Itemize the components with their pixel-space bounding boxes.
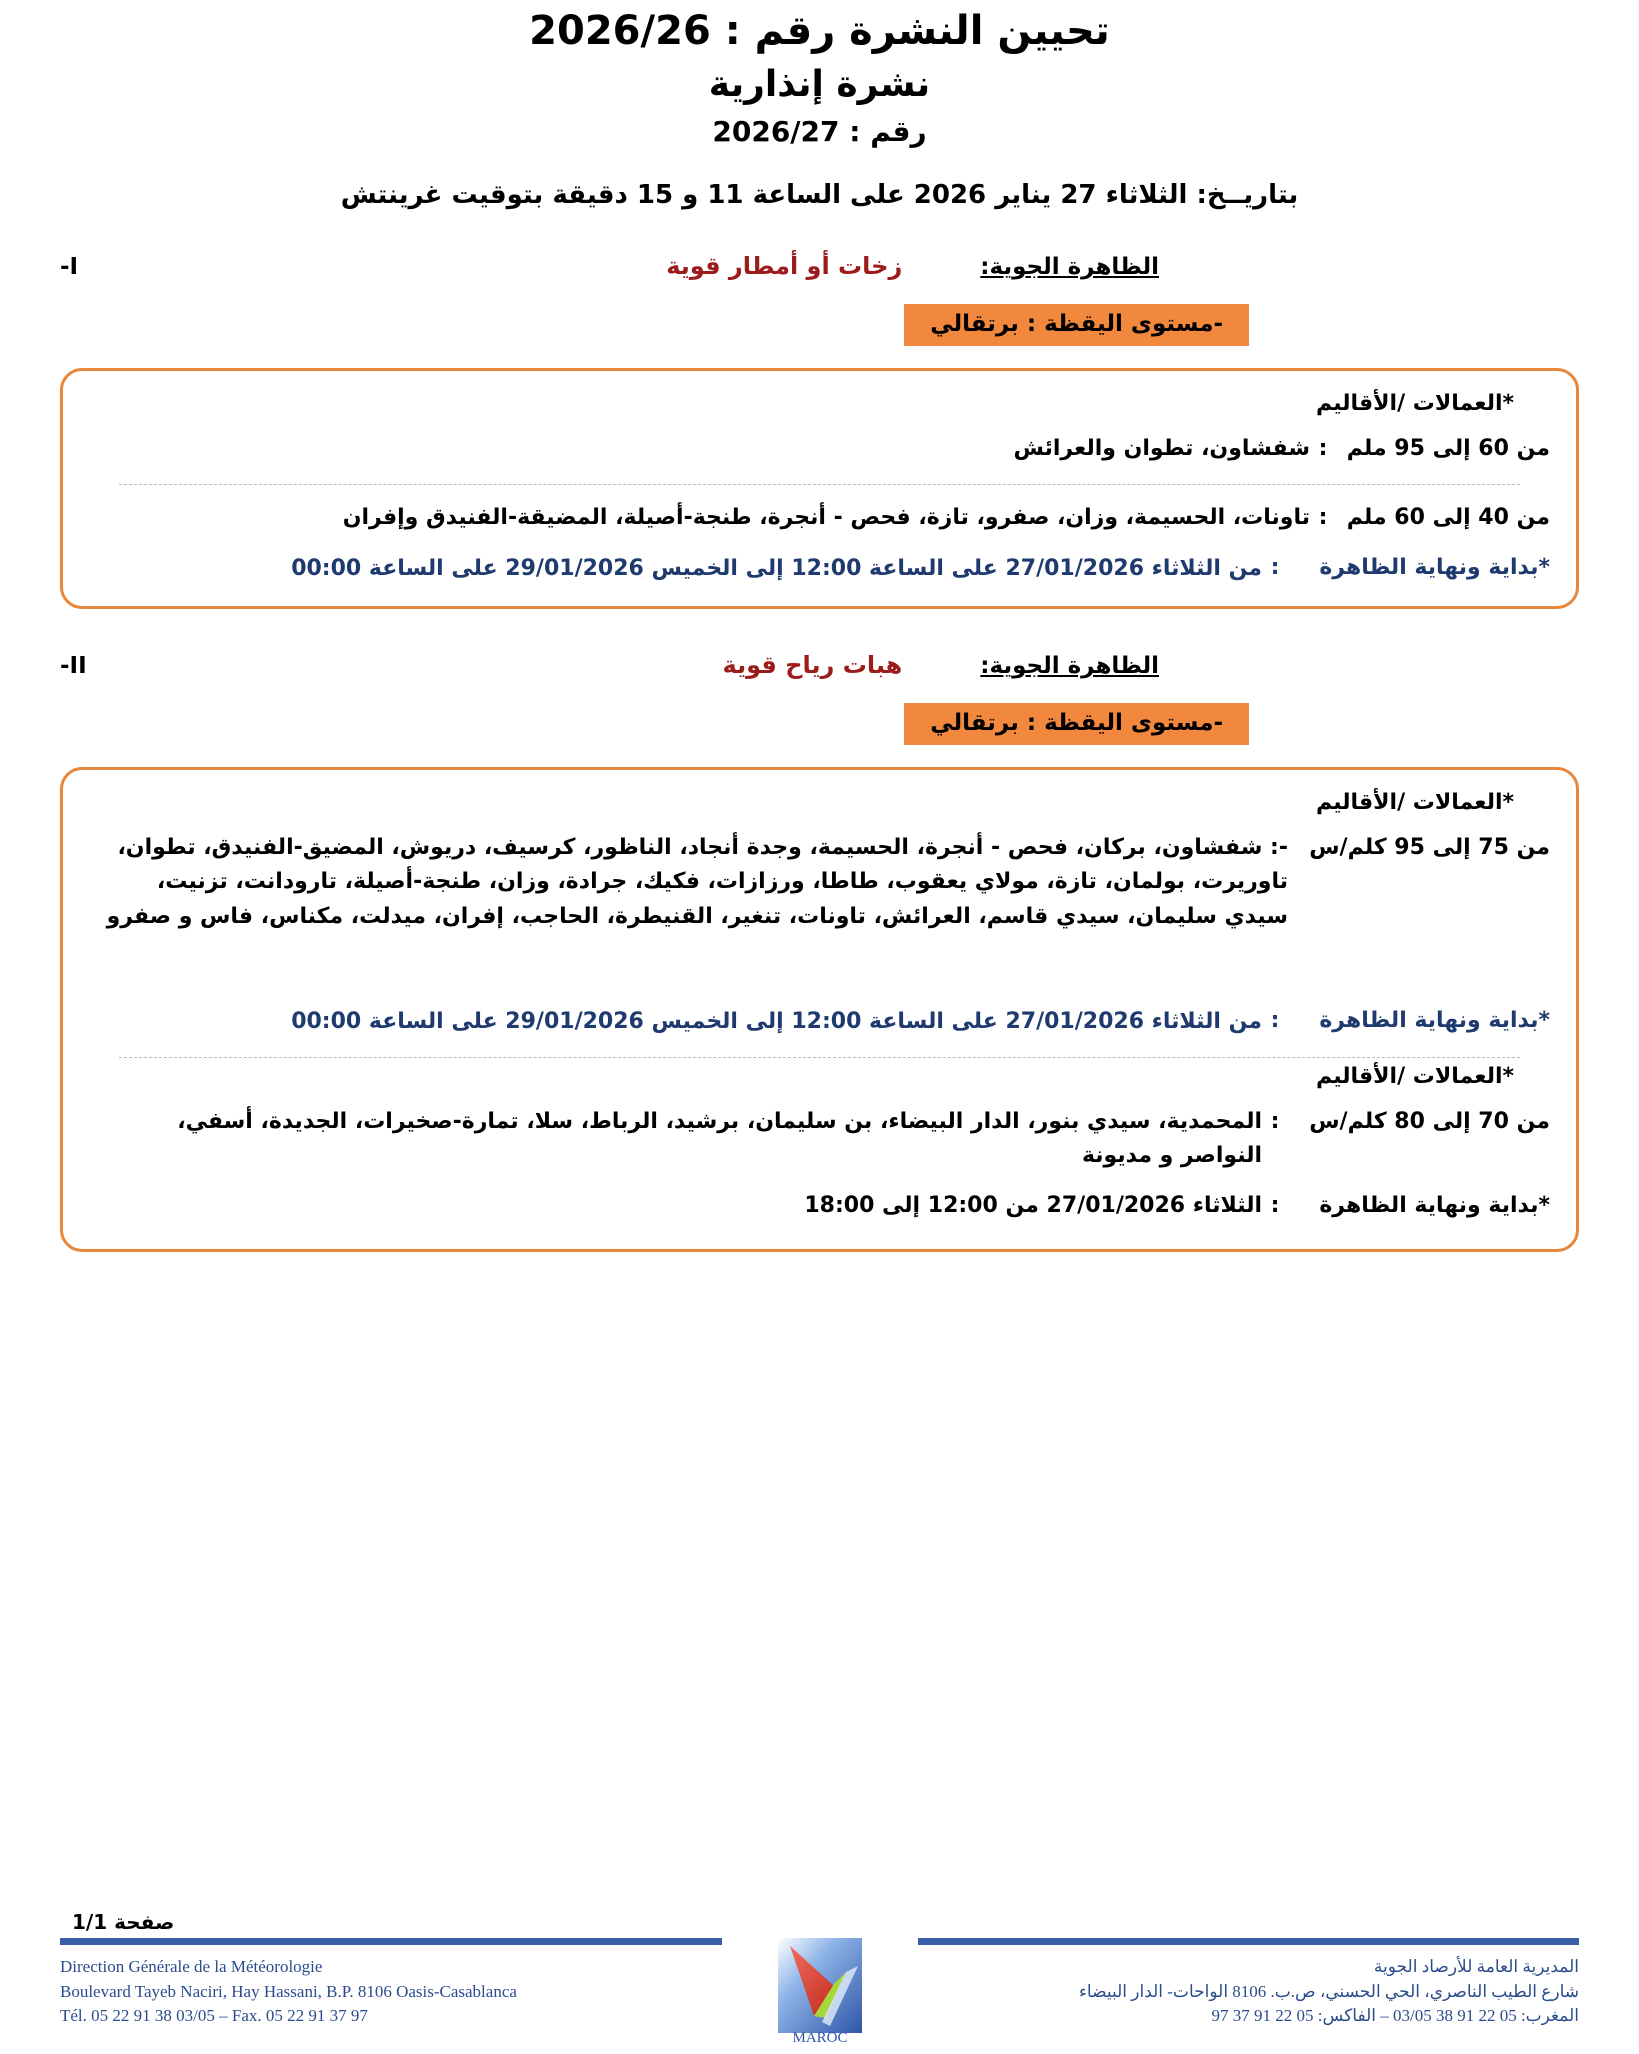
row-colon: : <box>1270 1007 1280 1033</box>
rainfall-row-2 <box>89 501 1550 535</box>
vigilance-level-1: برتقالي <box>930 311 1019 337</box>
rainfall-row-1 <box>89 432 1550 466</box>
row-separator <box>119 484 1520 485</box>
footer-grid <box>60 1938 1579 2046</box>
wind-provinces-2: المحمدية، سيدي بنور، الدار البيضاء، بن سليمان، برشيد، الرباط، سلا، تمارة-صخيرات، الجديدة، أسفي، النواصر و مديونة <box>177 1108 1262 1168</box>
vigilance-prefix-1: -مستوى اليقظة : <box>1018 311 1223 337</box>
issue-date-line: بتاريــخ: الثلاثاء 27 يناير 2026 على الساعة 11 و 15 دقيقة بتوقيت غرينتش <box>340 180 1299 210</box>
rainfall-provinces-1: شفشاون، تطوان والعرائش <box>1013 436 1310 461</box>
period-label-2: *بداية ونهاية الظاهرة <box>1319 1007 1550 1033</box>
footer-ar-line-3: المغرب: 05 22 91 38 03/05 – الفاكس: 05 22 91 37 97 <box>1211 2006 1579 2026</box>
row-colon: : <box>1318 436 1328 461</box>
bulletin-subtitle: نشرة إنذارية <box>708 64 931 105</box>
vigilance-badge-1 <box>904 304 1249 346</box>
phenomenon-label-1: الظاهرة الجوية: <box>980 254 1159 280</box>
provinces-label-2: *العمالات /الأقاليم <box>1316 790 1514 816</box>
footer-ar-line-1: المديرية العامة للأرصاد الجوية <box>1373 1957 1579 1976</box>
vigilance-prefix-2: -مستوى اليقظة : <box>1018 710 1223 737</box>
page-title: تحيين النشرة رقم : 2026/26 <box>529 8 1110 54</box>
row-separator <box>119 1057 1520 1058</box>
footer-fr-line-1: Direction Générale de la Météorologie <box>60 1957 323 1976</box>
row-colon: : <box>1270 555 1280 581</box>
rainfall-provinces-2: تاونات، الحسيمة، وزان، صفرو، تازة، فحص - أنجرة، طنجة-أصيلة، المضيقة-الفنيدق وإفران <box>342 505 1310 531</box>
footer-rule-ar <box>918 1938 1580 1945</box>
wind-provinces-1: -: شفشاون، بركان، فحص - أنجرة، الحسيمة، وجدة أنجاد، الناظور، كرسيف، دريوش، المضيق-الفنيدق، تطوان، تاوريرت، بولمان، تازة، مولاي يعقوب، طاطا، ورزازات، فكيك، جرادة، وزان، طنجة-أصيلة، تارودانت، تزنيت، سيدي سليمان، سيدي قاسم، العرائش، تاونات، تنغير، القنيطرة، الحاجب، إفران، ميدلت، مكناس، فاس و صفرو <box>106 835 1288 929</box>
vigilance-level-2: برتقالي <box>930 710 1019 737</box>
section-header-1 <box>60 252 1579 280</box>
spacer <box>89 934 1550 988</box>
row-colon: : <box>1270 1193 1280 1219</box>
page-number: صفحة 1/1 <box>72 1910 175 1934</box>
logo-icon <box>778 1938 862 2046</box>
maroc-meteo-logo <box>778 1938 862 2046</box>
period-label-1: *بداية ونهاية الظاهرة <box>1319 555 1550 581</box>
footer-ar-line-2: شارع الطيب الناصري، الحي الحسني، ص.ب. 8106 الواحات- الدار البيضاء <box>1078 1981 1579 2001</box>
footer-fr-line-2: Boulevard Tayeb Naciri, Hay Hassani, B.P. 8106 Oasis-Casablanca <box>60 1981 517 2001</box>
provinces-label-1: *العمالات /الأقاليم <box>1316 391 1514 416</box>
phenomenon-value-2: هبات رياح قوية <box>722 651 903 680</box>
section-box-2 <box>60 767 1579 1252</box>
period-row-2 <box>89 1004 1550 1039</box>
page-footer <box>0 1910 1639 2054</box>
footer-arabic-block <box>888 1938 1580 2029</box>
wind-row-1 <box>89 831 1550 933</box>
period-value-3: الثلاثاء 27/01/2026 من 12:00 إلى 18:00 <box>804 1193 1262 1219</box>
period-row-1 <box>89 551 1550 586</box>
section-header-2 <box>60 651 1579 679</box>
wind-row-2 <box>89 1105 1550 1173</box>
footer-rule-fr <box>60 1938 722 1945</box>
period-label-3: *بداية ونهاية الظاهرة <box>1319 1193 1550 1219</box>
period-value-2: من الثلاثاء 27/01/2026 على الساعة 12:00 إلى الخميس 29/01/2026 على الساعة 00:00 <box>291 1008 1262 1034</box>
period-row-3 <box>89 1189 1550 1223</box>
section-roman-1: -I <box>60 254 79 280</box>
footer-french-block <box>60 1938 752 2029</box>
row-colon: : <box>1270 1108 1280 1134</box>
provinces-label-3: *العمالات /الأقاليم <box>1316 1063 1514 1089</box>
vigilance-row-1 <box>60 304 1579 346</box>
phenomenon-label-2: الظاهرة الجوية: <box>980 653 1159 680</box>
section-box-1 <box>60 368 1579 609</box>
rainfall-amount-2: من 40 إلى 60 ملم <box>1346 505 1550 531</box>
phenomenon-value-1: زخات أو أمطار قوية <box>666 252 903 280</box>
wind-speed-2: من 70 إلى 80 كلم/س <box>1309 1108 1550 1134</box>
rainfall-amount-1: من 60 إلى 95 ملم <box>1346 436 1550 461</box>
wind-speed-1: من 75 إلى 95 كلم/س <box>1309 835 1550 861</box>
vigilance-row-2 <box>60 703 1579 745</box>
logo-text: MAROC <box>791 2030 848 2046</box>
bulletin-number: رقم : 2026/27 <box>712 115 927 148</box>
bulletin-page <box>0 6 1639 2054</box>
vigilance-badge-2 <box>904 703 1249 745</box>
period-value-1: من الثلاثاء 27/01/2026 على الساعة 12:00 إلى الخميس 29/01/2026 على الساعة 00:00 <box>291 556 1262 582</box>
footer-fr-line-3: Tél. 05 22 91 38 03/05 – Fax. 05 22 91 37 97 <box>60 2006 368 2026</box>
row-colon: : <box>1318 505 1328 531</box>
section-roman-2: -II <box>60 653 87 680</box>
